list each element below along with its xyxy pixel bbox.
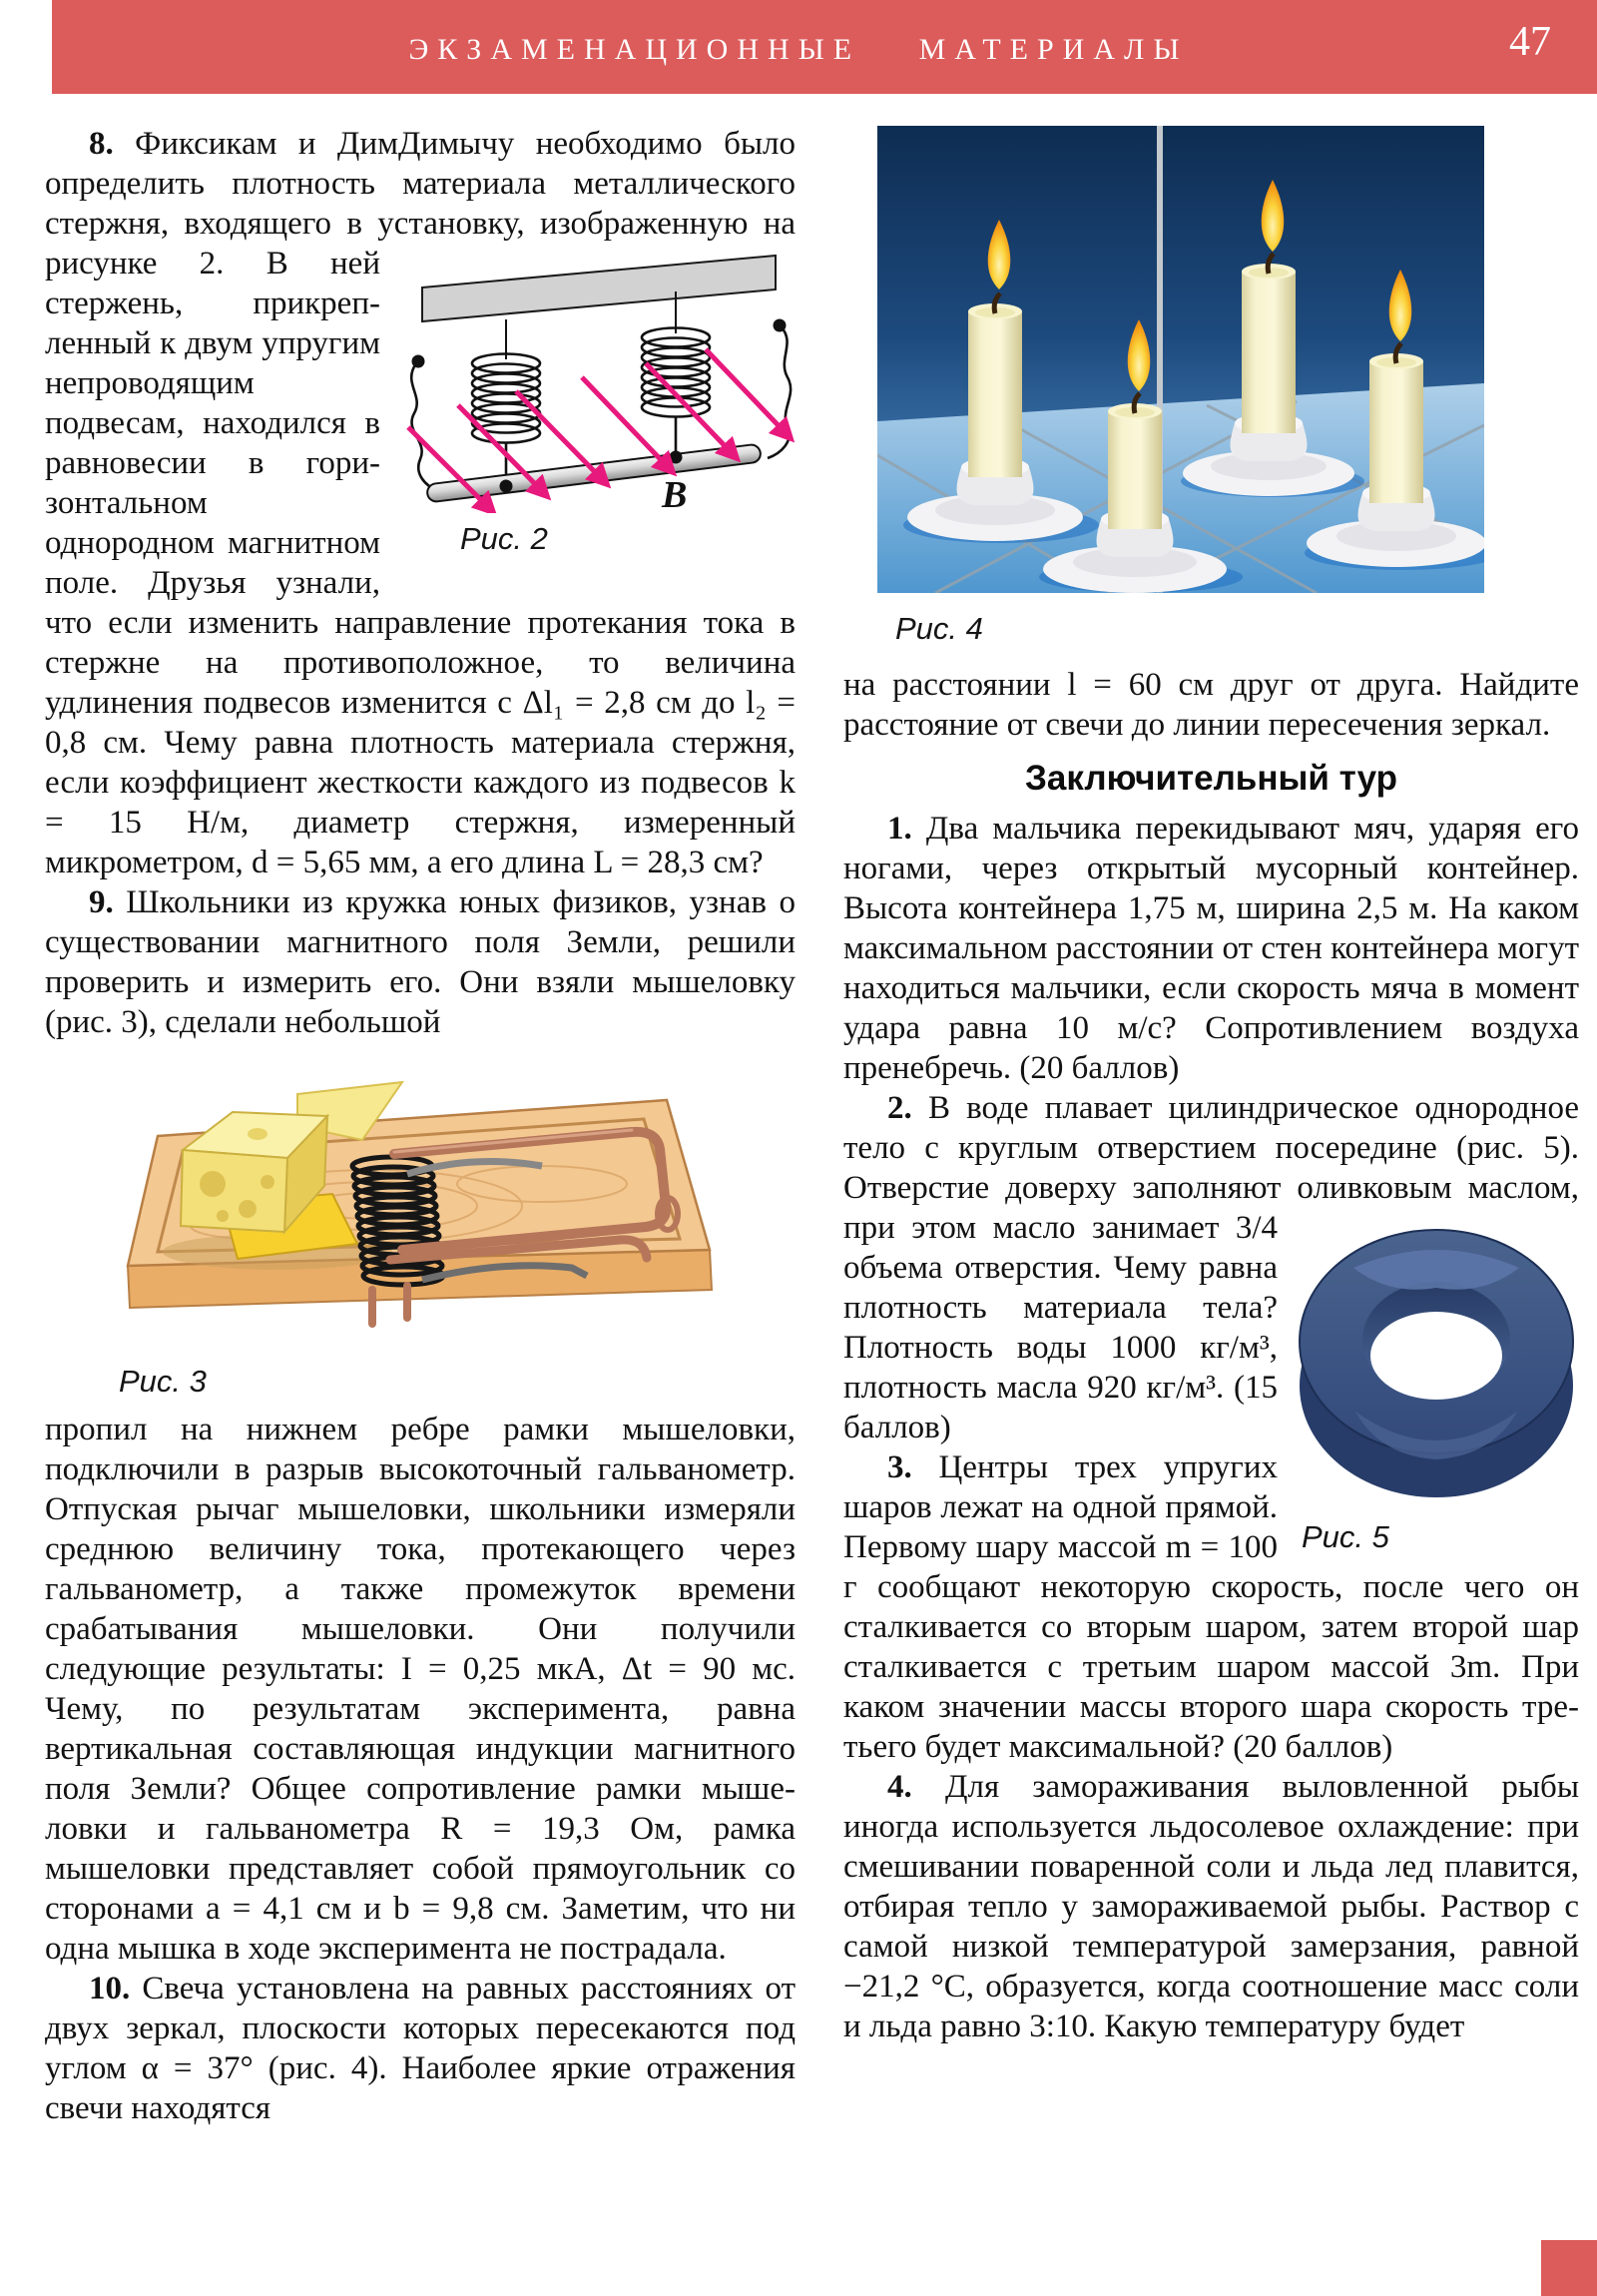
field-arrows [408,349,790,511]
final-problem-1-text: Два мальчика перекидывают мяч, ударяя его ногами, через открытый мусорный контейнер. Высота контейнера 1,75 м, ширина 2,5 м. На каком максимальном расстоянии от стен контейнера могут находиться мальчики, если скорость мяча в момент удара равна 10 м/с? Сопротивлением воздуха пренебречь. (20 баллов) [843,811,1580,1086]
problem-9-text-after: пропил на нижнем ребре рамки мышеловки, подключили в разрыв высокоточный гальванометр. Отпуская рычаг мышеловки, школьники измеряли среднюю величину тока, протекающего через гальванометр, а также промежуток времени срабатывания мышеловки. Они получили следующие результаты: I = 0,25 мкА, Δt = 90 мс. Чему, по результатам эксперимента, равна вертикальная составляющая индукции магнитного поля Земли? Общее сопротивление рамки мышеловки и гальванометра R = 19,3 Ом, рамка мышеловки представляет собой прямоугольник со сторонами a = 4,1 см и b = 9,8 см. Заметим, что ни одна мышка в ходе эксперимента не пострадала. [45,1412,796,1967]
figure-3-caption: Рис. 3 [119,1364,207,1399]
torus-hole [1370,1312,1502,1400]
final-problem-2-number: 2. [887,1090,912,1126]
problem-10-continuation: на расстоянии l = 60 см друг от друга. Найдите расстояние от свечи до линии пересечения зеркал. [843,667,1579,743]
wire-left [411,363,438,491]
final-problem-4 [843,1767,1579,2046]
page-number: 47 [1509,19,1551,65]
problem-10-number: 10. [89,1971,131,2007]
figure-2-caption: Рис. 2 [460,521,548,556]
field-label-b: B [662,474,688,513]
page-header-title: ЭКЗАМЕНАЦИОННЫЕ МАТЕРИАЛЫ [408,33,1189,66]
problem-9-part1 [45,882,796,1042]
problem-8-text-after: изображенную на рисунке 2. В ней стержень, прикрепленный к двум упругим непроводящим подвесам, находился в равновесии в горизонтальном однородном магнитном поле. Друзья узнали, что если изменить направление протекания тока в стержне на противоположное, то величина удлинения подвесов изменится с Δl₁ = 2,8 см до l₂ = 0,8 см. Чему равна плотность материала стержня, если коэффициент жесткости каждого из подвесов k = 15 Н/м, диаметр стержня, измеренный микрометром, d = 5,65 мм, а его длина L = 28,3 см? [45,206,797,880]
section-title: Заключительный тур [1025,759,1397,798]
corner-accent-square [1541,2240,1597,2296]
problem-9-number: 9. [89,884,114,920]
final-problem-2-text-after: 3/4 объема отверстия. Чему равна плотность материала тела? Плотность воды 1000 кг/м³, плотность масла 920 кг/м³. (15 баллов) [843,1210,1278,1445]
final-problem-1 [843,809,1579,1088]
fig5-torus-illustration [1294,1212,1579,1511]
figure-5-caption: Рис. 5 [1302,1519,1389,1554]
problem-9-part2 [45,1410,796,1969]
figure-3 [73,1054,727,1402]
figure-5 [1294,1212,1579,1557]
fig4-candles-mirrors-illustration [877,126,1484,593]
final-problem-3-number: 3. [887,1449,912,1485]
problem-10 [45,1969,796,2128]
final-problem-4-text: Для замораживания выловленной рыбы иногда используется льдосолевое охлаждение: при смешивании поваренной соли и льда лед плавится, отбирая тепло у замораживаемой рыбы. Раствор с самой низкой температурой замерзания, равной −21,2 °C, образуется, когда соотношение масс соли и льда равно 3:10. Какую температуру будет [843,1769,1580,2044]
fig3-mousetrap-illustration [73,1054,727,1346]
problem-8 [45,124,796,882]
left-column [45,124,796,2128]
final-problem-3-text: Центры трех упругих шаров лежат на одной прямой. Первому шару массой m = 100 г сообщают некоторую скорость, после чего он сталкивается со вторым шаром, затем второй шар сталкивается с третьим шаром массой 3m. При каком значении массы второго шара скорость третьего будет максимальной? (20 баллов) [843,1449,1579,1765]
problem-8-number: 8. [89,126,114,162]
problem-8-text-before: Фиксикам и ДимДимычу необходимо было определить плотность материала металлического стержня, входящего в установку, [45,126,796,242]
final-problem-2 [843,1088,1580,1554]
final-problem-4-number: 4. [887,1769,912,1805]
final-problem-1-number: 1. [887,811,912,847]
problem-10-text: Свеча установлена на равных расстояниях от двух зеркал, плоскости которых пересекаются под углом α = 37° (рис. 4). Наиболее яркие отражения свечи находятся [45,1971,796,2126]
ceiling [422,256,776,321]
right-column [843,124,1579,2046]
spring-left [472,354,540,482]
problem-9-text-before: Школьники из кружка юных физиков, узнав о существовании магнитного поля Земли, решили проверить и измерить его. Они взяли мышеловку (рис. 3), сделали небольшой [45,884,796,1040]
figure-4-caption: Рис. 4 [895,611,983,646]
figure-2 [394,246,796,559]
wire-right [768,327,791,458]
spring-right [642,328,710,452]
fig2-magnetic-rod-diagram [394,246,796,513]
final-problem-2-text-before: В воде плавает цилиндрическое однородное тело с круглым отверстием посередине (рис. 5). Отверстие доверху заполняют оливковым маслом, при этом масло занимает [843,1090,1580,1246]
figure-4 [877,126,1484,649]
